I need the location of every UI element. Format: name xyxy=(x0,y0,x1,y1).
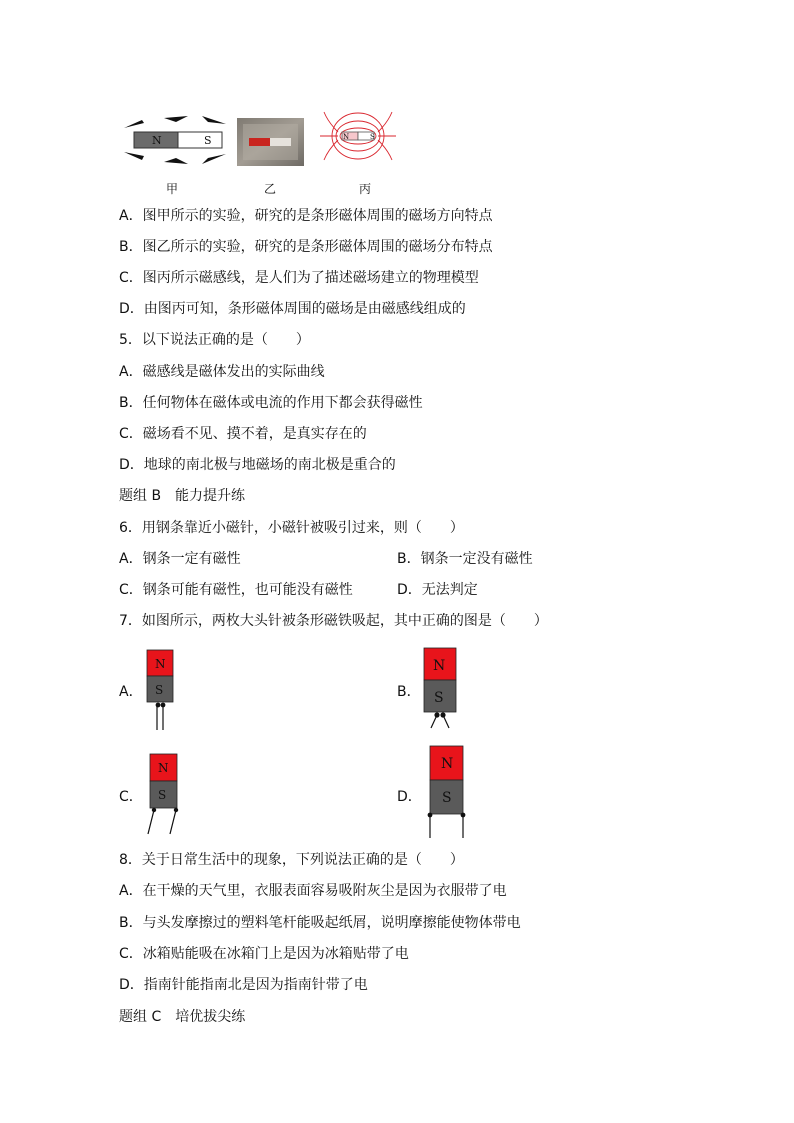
q8-option-c: C．冰箱贴能吸在冰箱门上是因为冰箱贴带了电 xyxy=(119,946,409,962)
q7-label-d: D． xyxy=(397,789,422,805)
q7c-n: N xyxy=(158,761,169,775)
jia-n-label: N xyxy=(152,134,162,147)
q7a-n: N xyxy=(155,657,166,671)
q7-label-a: A． xyxy=(119,684,143,700)
q4-option-a: A．图甲所示的实验，研究的是条形磁体周围的磁场方向特点 xyxy=(119,208,493,224)
q7d-n: N xyxy=(441,756,454,772)
bing-n-label: N xyxy=(343,133,350,141)
figure-label-yi: 乙 xyxy=(264,182,277,196)
q4-option-c: C．图丙所示磁感线，是人们为了描述磁场建立的物理模型 xyxy=(119,270,479,286)
q5-option-d: D．地球的南北极与地磁场的南北极是重合的 xyxy=(119,457,396,473)
q8-option-b: B．与头发摩擦过的塑料笔杆能吸起纸屑，说明摩擦能使物体带电 xyxy=(119,915,521,931)
q4-option-b: B．图乙所示的实验，研究的是条形磁体周围的磁场分布特点 xyxy=(119,239,493,255)
q7-stem: 7．如图所示，两枚大头针被条形磁铁吸起，其中正确的图是（ ） xyxy=(119,613,548,629)
figure-bing xyxy=(320,106,396,168)
q7-label-b: B． xyxy=(397,684,421,700)
figure-jia xyxy=(122,108,230,170)
q6-option-d: D．无法判定 xyxy=(397,582,478,598)
figure-label-bing: 丙 xyxy=(359,182,372,196)
bing-s-label: S xyxy=(370,133,375,141)
q7d-s: S xyxy=(442,790,452,806)
q6-option-b: B．钢条一定没有磁性 xyxy=(397,551,533,567)
q7-figure-d xyxy=(422,744,470,840)
jia-s-label: S xyxy=(204,134,212,147)
q5-option-c: C．磁场看不见、摸不着，是真实存在的 xyxy=(119,426,367,442)
q5-option-b: B．任何物体在磁体或电流的作用下都会获得磁性 xyxy=(119,395,423,411)
q7b-s: S xyxy=(434,690,444,706)
q7-figure-c xyxy=(140,752,188,838)
q6-stem: 6．用钢条靠近小磁针，小磁针被吸引过来，则（ ） xyxy=(119,520,464,536)
q7c-s: S xyxy=(158,788,167,802)
q7-figure-a xyxy=(140,648,180,732)
group-c-heading: 题组 C 培优拔尖练 xyxy=(119,1009,246,1025)
q6-option-a: A．钢条一定有磁性 xyxy=(119,551,241,567)
q7-figure-b xyxy=(418,646,462,732)
q6-option-c: C．钢条可能有磁性，也可能没有磁性 xyxy=(119,582,353,598)
q5-option-a: A．磁感线是磁体发出的实际曲线 xyxy=(119,364,325,380)
figure-yi-photo xyxy=(237,118,304,166)
q8-option-d: D．指南针能指南北是因为指南针带了电 xyxy=(119,977,368,993)
q5-stem: 5．以下说法正确的是（ ） xyxy=(119,332,310,348)
q7a-s: S xyxy=(155,683,164,697)
q7b-n: N xyxy=(433,658,446,674)
q8-stem: 8．关于日常生活中的现象，下列说法正确的是（ ） xyxy=(119,852,464,868)
q8-option-a: A．在干燥的天气里，衣服表面容易吸附灰尘是因为衣服带了电 xyxy=(119,883,507,899)
group-b-heading: 题组 B 能力提升练 xyxy=(119,488,246,504)
q7-label-c: C． xyxy=(119,789,143,805)
figure-label-jia: 甲 xyxy=(166,182,179,196)
q4-option-d: D．由图丙可知，条形磁体周围的磁场是由磁感线组成的 xyxy=(119,301,466,317)
